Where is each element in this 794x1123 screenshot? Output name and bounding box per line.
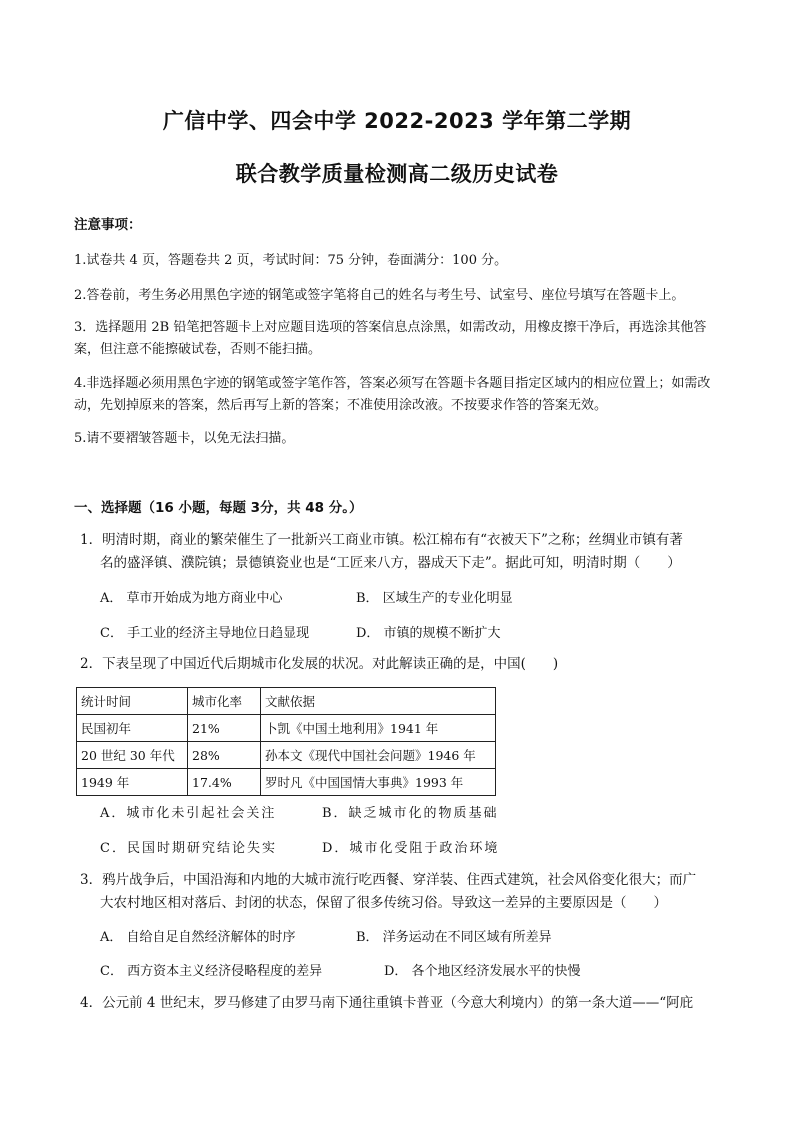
table-cell: 1949 年	[77, 769, 188, 796]
option-b: B． 洋务运动在不同区域有所差异	[356, 930, 552, 945]
option-b: B．缺乏城市化的物质基础	[322, 806, 499, 821]
question-number: 3．	[80, 872, 103, 888]
question-number: 1．	[80, 532, 103, 548]
table-header: 统计时间	[77, 688, 188, 715]
table-cell: 20 世纪 30 年代	[77, 742, 188, 769]
urbanization-table	[76, 687, 496, 796]
table-cell: 民国初年	[77, 715, 188, 742]
option-c: C．民国时期研究结论失实	[100, 841, 277, 856]
question-text: 下表呈现了中国近代后期城市化发展的状况。对此解读正确的是，中国( )	[102, 656, 559, 672]
table-header-row	[77, 688, 496, 715]
notice-heading: 注意事项：	[74, 217, 142, 233]
table-row	[77, 742, 496, 769]
table-cell: 卜凯《中国土地利用》1941 年	[261, 715, 496, 742]
question-4	[80, 992, 720, 1015]
exam-title-line1: 广信中学、四会中学 2022-2023 学年第二学期	[162, 109, 632, 133]
notice-item-2: 2.答卷前，考生务必用黑色字迹的钢笔或签字笔将自己的姓名与考生号、试室号、座位号填写在答题卡上。	[74, 288, 685, 303]
option-c: C． 手工业的经济主导地位日趋显现	[100, 626, 310, 641]
exam-title-line2: 联合教学质量检测高二级历史试卷	[235, 162, 559, 186]
table-cell: 罗时凡《中国国情大事典》1993 年	[261, 769, 496, 796]
question-text: 鸦片战争后，中国沿海和内地的大城市流行吃西餐、穿洋装、住西式建筑，社会风俗变化很大；而广	[102, 872, 697, 888]
question-2	[80, 653, 720, 676]
question-3	[80, 869, 720, 915]
table-header: 城市化率	[188, 688, 261, 715]
table-cell: 21%	[188, 715, 261, 742]
table-cell: 孙本文《现代中国社会问题》1946 年	[261, 742, 496, 769]
question-text: 公元前 4 世纪末，罗马修建了由罗马南下通往重镇卡普亚（今意大利境内）的第一条大道——“阿庇	[102, 995, 694, 1011]
notice-item-4: 4.非选择题必须用黑色字迹的钢笔或签字笔作答，答案必须写在答题卡各题目指定区域内的相应位置上；如需改动，先划掉原来的答案，然后再写上新的答案；不准使用涂改液。不按要求作答的答案无效。	[74, 376, 711, 413]
option-c: C． 西方资本主义经济侵略程度的差异	[100, 964, 323, 979]
option-d: D． 各个地区经济发展水平的快慢	[384, 964, 581, 979]
question-text-cont: 名的盛泽镇、濮院镇；景德镇瓷业也是“工匠来八方，器成天下走”。据此可知，明清时期（ ）	[100, 555, 681, 571]
option-a: A． 自给自足自然经济解体的时序	[100, 930, 296, 945]
table-row	[77, 715, 496, 742]
question-number: 4．	[80, 995, 103, 1011]
table-header: 文献依据	[261, 688, 496, 715]
question-1	[80, 529, 720, 575]
table-row	[77, 769, 496, 796]
question-number: 2．	[80, 656, 103, 672]
option-b: B． 区域生产的专业化明显	[356, 591, 513, 606]
question-text: 明清时期，商业的繁荣催生了一批新兴工商业市镇。松江棉布有“衣被天下”之称；丝绸业市镇有著	[102, 532, 683, 548]
option-d: D． 市镇的规模不断扩大	[356, 626, 501, 641]
table-cell: 17.4%	[188, 769, 261, 796]
question-text-cont: 大农村地区相对落后、封闭的状态，保留了很多传统习俗。导致这一差异的主要原因是（ ）	[100, 895, 667, 911]
table-cell: 28%	[188, 742, 261, 769]
option-a: A． 草市开始成为地方商业中心	[100, 591, 283, 606]
notice-item-3: 3．选择题用 2B 铅笔把答题卡上对应题目选项的答案信息点涂黑，如需改动，用橡皮擦干净后，再选涂其他答案，但注意不能擦破试卷，否则不能扫描。	[74, 320, 707, 357]
option-d: D．城市化受阻于政治环境	[322, 841, 500, 856]
section-title: 一、选择题（16 小题，每题 3分，共 48 分。）	[74, 500, 363, 516]
notice-item-5: 5.请不要褶皱答题卡，以免无法扫描。	[74, 431, 295, 446]
notice-item-1: 1.试卷共 4 页，答题卷共 2 页，考试时间：75 分钟，卷面满分：100 分。	[74, 253, 508, 268]
option-a: A．城市化未引起社会关注	[100, 806, 277, 821]
